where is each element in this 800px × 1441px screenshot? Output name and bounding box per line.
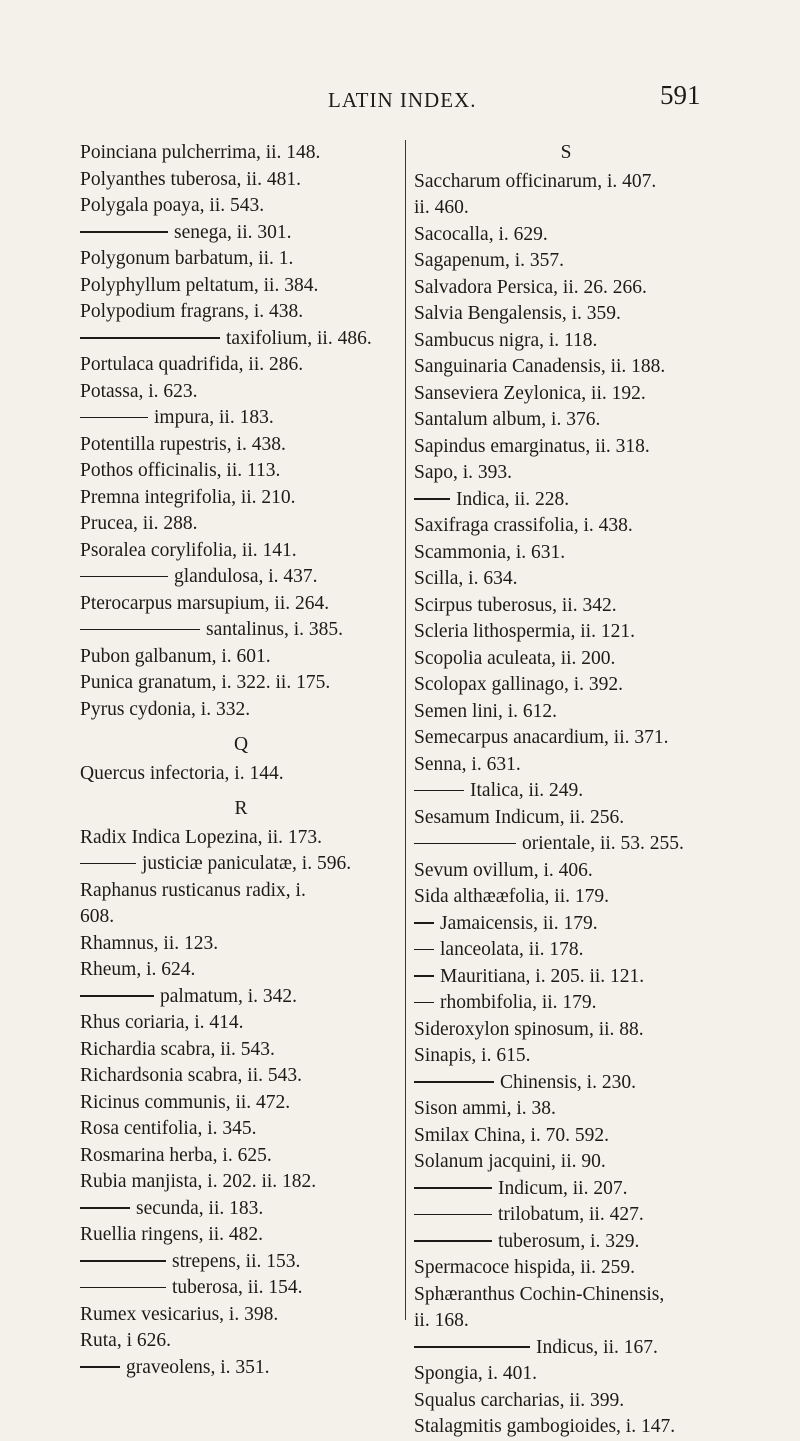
entry-text: Indicum, ii. 207. bbox=[498, 1177, 628, 1199]
index-entry bbox=[414, 725, 734, 752]
entry-text: Rhus coriaria, i. 414. bbox=[80, 1012, 244, 1033]
entry-text: Sinapis, i. 615. bbox=[414, 1045, 531, 1066]
entry-text: Semen lini, i. 612. bbox=[414, 700, 557, 722]
column-divider bbox=[405, 140, 406, 1320]
ditto-dash bbox=[414, 949, 434, 951]
index-entry bbox=[414, 646, 734, 673]
entry-text: Sagapenum, i. 357. bbox=[414, 250, 565, 271]
index-entry bbox=[414, 858, 734, 885]
entry-text: Polygonum barbatum, ii. 1. bbox=[80, 248, 294, 269]
index-entry bbox=[414, 1043, 734, 1070]
entry-text: Scopolia aculeata, ii. 200. bbox=[414, 647, 616, 669]
entry-text: Sambucus nigra, i. 118. bbox=[414, 329, 598, 351]
index-subentry bbox=[80, 851, 402, 878]
index-entry bbox=[414, 301, 734, 328]
entry-text: tuberosum, i. 329. bbox=[498, 1230, 640, 1252]
ditto-dash bbox=[80, 576, 168, 578]
entry-text: trilobatum, ii. 427. bbox=[498, 1204, 644, 1225]
entry-text: Richardsonia scabra, ii. 543. bbox=[80, 1065, 303, 1086]
entry-text: Polypodium fragrans, i. 438. bbox=[80, 301, 304, 322]
index-subentry bbox=[414, 831, 734, 858]
ditto-dash bbox=[414, 1002, 434, 1004]
entry-text: Ruellia ringens, ii. 482. bbox=[80, 1224, 264, 1245]
entry-text: Polyanthes tuberosa, ii. 481. bbox=[80, 168, 301, 190]
entry-text: Ruta, i 626. bbox=[80, 1330, 171, 1351]
entry-text: glandulosa, i. 437. bbox=[174, 566, 318, 587]
index-subentry bbox=[414, 1070, 734, 1097]
index-entry bbox=[80, 957, 402, 984]
entry-text: Semecarpus anacardium, ii. 371. bbox=[414, 727, 669, 748]
index-entry bbox=[80, 1063, 402, 1090]
entry-text: Rheum, i. 624. bbox=[80, 959, 196, 980]
entry-text: Senna, i. 631. bbox=[414, 753, 521, 775]
index-subentry bbox=[414, 937, 734, 964]
index-entry bbox=[80, 644, 402, 671]
ditto-dash bbox=[80, 337, 220, 339]
index-entry bbox=[414, 248, 734, 275]
entry-text: Stalagmitis gambogioides, i. 147. bbox=[414, 1416, 676, 1437]
ditto-dash bbox=[414, 1081, 494, 1083]
index-entry bbox=[80, 299, 402, 326]
index-entry bbox=[80, 1143, 402, 1170]
entry-text: Raphanus rusticanus radix, i. bbox=[80, 879, 306, 901]
ditto-dash bbox=[80, 231, 168, 233]
section-letter: S bbox=[560, 142, 572, 163]
entry-text: senega, ii. 301. bbox=[174, 221, 292, 243]
entry-text: impura, ii. 183. bbox=[154, 407, 274, 428]
index-subentry bbox=[80, 326, 402, 353]
ditto-dash bbox=[414, 790, 464, 792]
entry-text: Solanum jacquini, ii. 90. bbox=[414, 1151, 606, 1172]
index-entry bbox=[80, 458, 402, 485]
entry-text: Sphæranthus Cochin-Chinensis, bbox=[414, 1283, 665, 1305]
entry-text: Sevum ovillum, i. 406. bbox=[414, 859, 593, 881]
entry-text: Rosmarina herba, i. 625. bbox=[80, 1144, 272, 1166]
entry-text: Sacocalla, i. 629. bbox=[414, 223, 548, 245]
index-entry bbox=[80, 1037, 402, 1064]
entry-text: lanceolata, ii. 178. bbox=[440, 939, 584, 960]
ditto-dash bbox=[80, 1260, 166, 1262]
index-entry bbox=[80, 538, 402, 565]
index-entry bbox=[414, 195, 734, 222]
index-entry bbox=[80, 485, 402, 512]
index-entry bbox=[414, 1017, 734, 1044]
entry-text: 608. bbox=[80, 906, 115, 927]
index-entry bbox=[414, 672, 734, 699]
index-entry bbox=[414, 593, 734, 620]
index-subentry bbox=[80, 1249, 402, 1276]
entry-text: ii. 460. bbox=[414, 197, 469, 218]
index-entry bbox=[414, 752, 734, 779]
index-entry bbox=[80, 352, 402, 379]
ditto-dash bbox=[80, 417, 148, 419]
ditto-dash bbox=[414, 922, 434, 924]
index-subentry bbox=[80, 617, 402, 644]
index-entry bbox=[414, 540, 734, 567]
index-subentry bbox=[80, 984, 402, 1011]
entry-text: Indicus, ii. 167. bbox=[536, 1336, 658, 1358]
entry-text: Sesamum Indicum, ii. 256. bbox=[414, 806, 625, 828]
index-entry bbox=[414, 275, 734, 302]
index-subentry bbox=[414, 1202, 734, 1229]
index-column-left bbox=[80, 140, 402, 1381]
index-entry bbox=[80, 761, 402, 788]
entry-text: Potentilla rupestris, i. 438. bbox=[80, 433, 286, 455]
section-letter: R bbox=[234, 798, 248, 819]
index-subentry bbox=[80, 405, 402, 432]
ditto-dash bbox=[414, 1240, 492, 1242]
section-letter: Q bbox=[233, 734, 249, 755]
entry-text: Quercus infectoria, i. 144. bbox=[80, 762, 284, 784]
entry-text: Rumex vesicarius, i. 398. bbox=[80, 1303, 279, 1325]
ditto-dash bbox=[414, 498, 450, 500]
index-entry bbox=[414, 1361, 734, 1388]
index-entry bbox=[80, 1116, 402, 1143]
index-subentry bbox=[80, 564, 402, 591]
entry-text: Jamaicensis, ii. 179. bbox=[440, 912, 598, 934]
entry-text: Sanseviera Zeylonica, ii. 192. bbox=[414, 382, 646, 404]
entry-text: Poinciana pulcherrima, ii. 148. bbox=[80, 142, 321, 163]
entry-text: taxifolium, ii. 486. bbox=[226, 327, 372, 349]
index-entry bbox=[80, 140, 402, 167]
index-entry bbox=[414, 434, 734, 461]
entry-text: strepens, ii. 153. bbox=[172, 1250, 301, 1272]
index-entry bbox=[80, 1090, 402, 1117]
entry-text: ii. 168. bbox=[414, 1310, 469, 1331]
index-entry bbox=[80, 273, 402, 300]
index-entry bbox=[414, 169, 734, 196]
index-entry bbox=[414, 805, 734, 832]
ditto-dash bbox=[414, 1214, 492, 1216]
entry-text: Sida althææfolia, ii. 179. bbox=[414, 886, 609, 907]
entry-text: Portulaca quadrifida, ii. 286. bbox=[80, 354, 304, 375]
entry-text: Polyphyllum peltatum, ii. 384. bbox=[80, 274, 319, 296]
entry-text: tuberosa, ii. 154. bbox=[172, 1277, 303, 1298]
entry-text: santalinus, i. 385. bbox=[206, 619, 344, 640]
entry-text: Sapo, i. 393. bbox=[414, 462, 513, 483]
index-subentry bbox=[414, 778, 734, 805]
ditto-dash bbox=[414, 1187, 492, 1189]
entry-text: Pterocarpus marsupium, ii. 264. bbox=[80, 592, 330, 614]
index-entry bbox=[414, 699, 734, 726]
entry-text: Chinensis, i. 230. bbox=[500, 1071, 636, 1093]
index-subentry bbox=[80, 1196, 402, 1223]
index-entry bbox=[414, 354, 734, 381]
index-entry bbox=[80, 246, 402, 273]
index-subentry bbox=[414, 1176, 734, 1203]
index-entry bbox=[80, 697, 402, 724]
index-subentry bbox=[414, 990, 734, 1017]
entry-text: Spongia, i. 401. bbox=[414, 1363, 537, 1384]
entry-text: Italica, ii. 249. bbox=[470, 780, 584, 801]
index-entry bbox=[80, 591, 402, 618]
index-entry bbox=[414, 1414, 734, 1441]
ditto-dash bbox=[80, 863, 136, 865]
page-number: 591 bbox=[660, 80, 701, 110]
entry-text: Scilla, i. 634. bbox=[414, 568, 518, 589]
index-entry bbox=[80, 931, 402, 958]
index-entry bbox=[414, 1255, 734, 1282]
entry-text: palmatum, i. 342. bbox=[160, 985, 298, 1007]
index-entry bbox=[80, 1302, 402, 1329]
entry-text: Polygala poaya, ii. 543. bbox=[80, 195, 265, 216]
index-entry bbox=[80, 1169, 402, 1196]
entry-text: Indica, ii. 228. bbox=[456, 488, 570, 510]
entry-text: Psoralea corylifolia, ii. 141. bbox=[80, 539, 297, 561]
index-subentry bbox=[414, 1229, 734, 1256]
index-entry bbox=[80, 379, 402, 406]
entry-text: Sison ammi, i. 38. bbox=[414, 1098, 556, 1119]
entry-text: Prucea, ii. 288. bbox=[80, 513, 198, 534]
index-entry bbox=[414, 1388, 734, 1415]
index-entry bbox=[80, 670, 402, 697]
index-entry bbox=[80, 878, 402, 905]
entry-text: Scammonia, i. 631. bbox=[414, 541, 566, 563]
index-entry bbox=[414, 222, 734, 249]
index-entry bbox=[80, 193, 402, 220]
index-entry bbox=[414, 884, 734, 911]
index-entry bbox=[414, 1282, 734, 1309]
index-entry bbox=[80, 432, 402, 459]
ditto-dash bbox=[80, 629, 200, 631]
ditto-dash bbox=[414, 1346, 530, 1348]
entry-text: Scirpus tuberosus, ii. 342. bbox=[414, 594, 617, 616]
entry-text: Squalus carcharias, ii. 399. bbox=[414, 1389, 625, 1411]
entry-text: Rosa centifolia, i. 345. bbox=[80, 1118, 257, 1139]
entry-text: Santalum album, i. 376. bbox=[414, 409, 601, 430]
index-entry bbox=[414, 407, 734, 434]
entry-text: Rhamnus, ii. 123. bbox=[80, 932, 219, 954]
index-subentry bbox=[80, 1355, 402, 1382]
index-entry bbox=[414, 328, 734, 355]
index-entry bbox=[80, 825, 402, 852]
entry-text: graveolens, i. 351. bbox=[126, 1356, 270, 1378]
index-entry bbox=[414, 566, 734, 593]
entry-text: Sanguinaria Canadensis, ii. 188. bbox=[414, 356, 666, 377]
entry-text: Sideroxylon spinosum, ii. 88. bbox=[414, 1018, 644, 1040]
index-subentry bbox=[414, 964, 734, 991]
index-entry bbox=[80, 167, 402, 194]
index-entry bbox=[414, 1096, 734, 1123]
entry-text: Punica granatum, i. 322. ii. 175. bbox=[80, 672, 331, 693]
entry-text: Scolopax gallinago, i. 392. bbox=[414, 674, 624, 695]
entry-text: Salvadora Persica, ii. 26. 266. bbox=[414, 276, 647, 298]
entry-text: secunda, ii. 183. bbox=[136, 1197, 264, 1219]
entry-text: Salvia Bengalensis, i. 359. bbox=[414, 303, 621, 324]
entry-text: orientale, ii. 53. 255. bbox=[522, 833, 684, 854]
index-entry bbox=[414, 1123, 734, 1150]
index-entry bbox=[414, 619, 734, 646]
entry-text: Scleria lithospermia, ii. 121. bbox=[414, 621, 635, 642]
entry-text: rhombifolia, ii. 179. bbox=[440, 992, 597, 1013]
entry-text: Pothos officinalis, ii. 113. bbox=[80, 460, 281, 481]
entry-text: Smilax China, i. 70. 592. bbox=[414, 1124, 609, 1146]
index-entry bbox=[414, 381, 734, 408]
index-entry bbox=[80, 1010, 402, 1037]
running-head: LATIN INDEX. bbox=[328, 88, 477, 112]
page-header bbox=[0, 80, 800, 122]
ditto-dash bbox=[414, 975, 434, 977]
ditto-dash bbox=[80, 995, 154, 997]
entry-text: Rubia manjista, i. 202. ii. 182. bbox=[80, 1171, 317, 1192]
index-entry bbox=[414, 513, 734, 540]
index-entry bbox=[80, 1222, 402, 1249]
entry-text: Premna integrifolia, ii. 210. bbox=[80, 486, 296, 508]
index-entry bbox=[414, 460, 734, 487]
index-entry bbox=[414, 1149, 734, 1176]
ditto-dash bbox=[80, 1207, 130, 1209]
entry-text: Richardia scabra, ii. 543. bbox=[80, 1038, 275, 1060]
index-entry bbox=[80, 904, 402, 931]
index-subentry bbox=[80, 1275, 402, 1302]
ditto-dash bbox=[414, 843, 516, 845]
entry-text: Radix Indica Lopezina, ii. 173. bbox=[80, 826, 323, 848]
entry-text: Potassa, i. 623. bbox=[80, 380, 198, 402]
entry-text: Saccharum officinarum, i. 407. bbox=[414, 170, 657, 192]
ditto-dash bbox=[80, 1287, 166, 1289]
ditto-dash bbox=[80, 1366, 120, 1368]
index-entry bbox=[80, 511, 402, 538]
index-column-right bbox=[414, 140, 734, 1441]
index-subentry bbox=[414, 911, 734, 938]
entry-text: Sapindus emarginatus, ii. 318. bbox=[414, 435, 650, 457]
entry-text: Saxifraga crassifolia, i. 438. bbox=[414, 515, 633, 536]
entry-text: justiciæ paniculatæ, i. 596. bbox=[142, 853, 352, 874]
index-subentry bbox=[414, 487, 734, 514]
entry-text: Mauritiana, i. 205. ii. 121. bbox=[440, 965, 645, 987]
index-entry bbox=[414, 1308, 734, 1335]
entry-text: Pyrus cydonia, i. 332. bbox=[80, 698, 251, 720]
index-subentry bbox=[414, 1335, 734, 1362]
entry-text: Ricinus communis, ii. 472. bbox=[80, 1091, 291, 1113]
entry-text: Spermacoce hispida, ii. 259. bbox=[414, 1257, 635, 1278]
index-subentry bbox=[80, 220, 402, 247]
entry-text: Pubon galbanum, i. 601. bbox=[80, 645, 271, 667]
